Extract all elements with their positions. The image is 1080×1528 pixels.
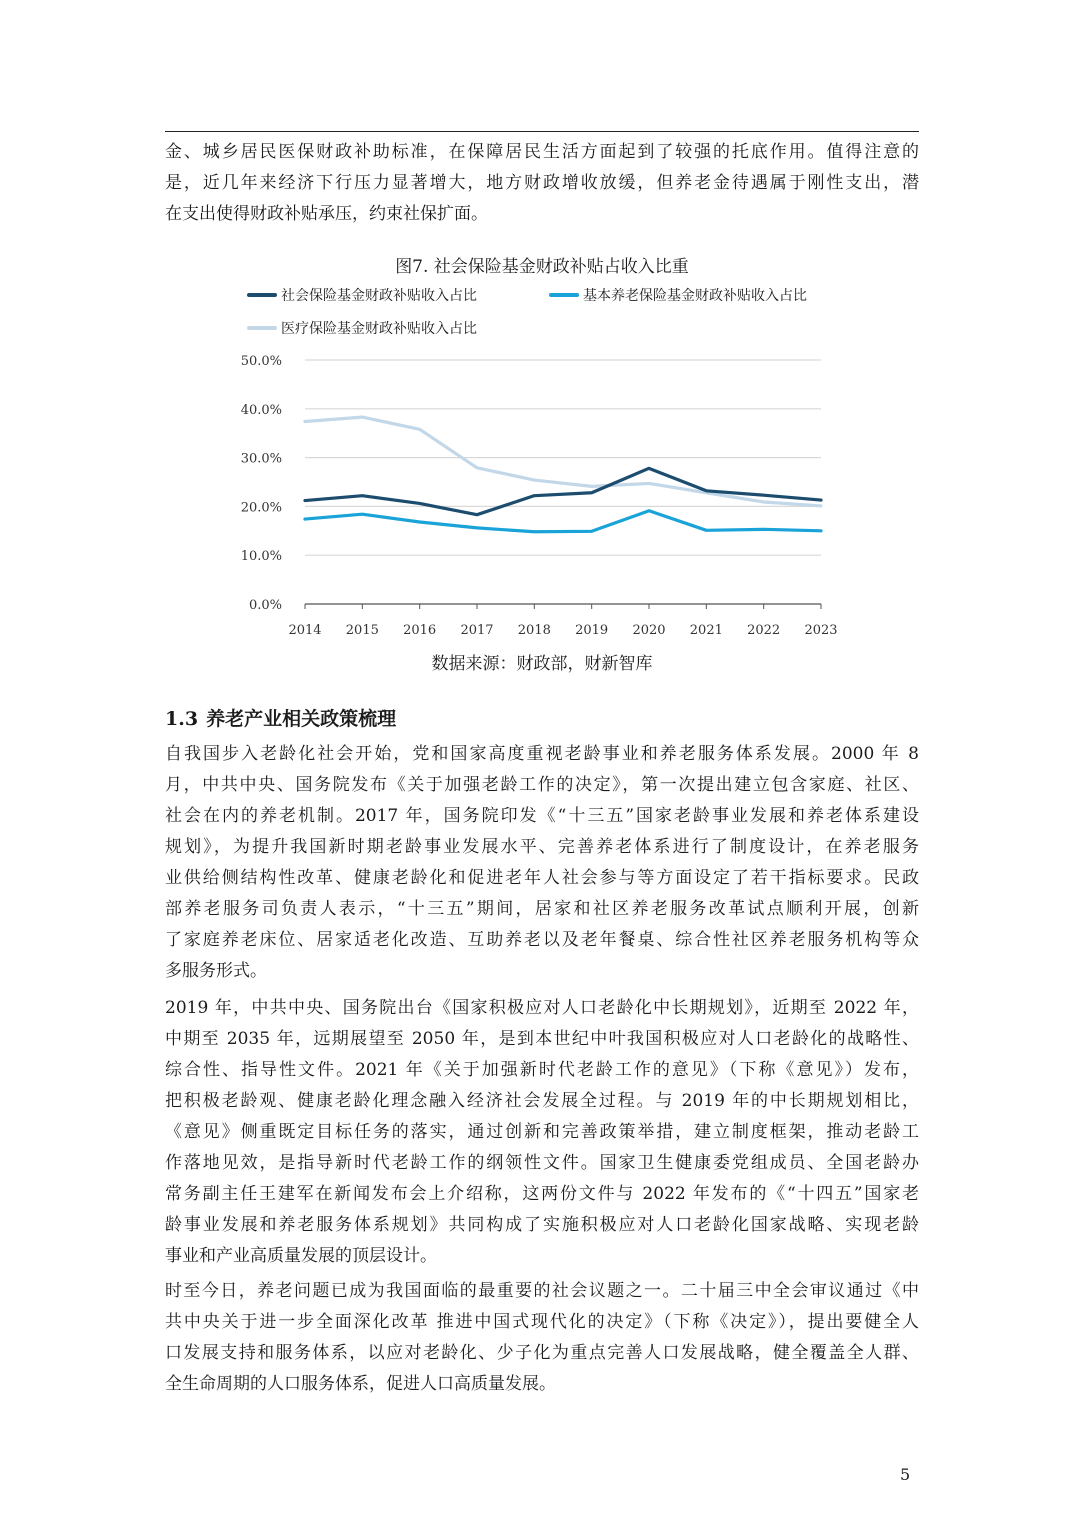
series-line-0 xyxy=(305,468,821,514)
x-tick-label: 2017 xyxy=(460,623,494,638)
text-line: 在支出使得财政补贴承压，约束社保扩面。 xyxy=(165,204,488,224)
text-line: 事业和产业高质量发展的顶层设计。 xyxy=(165,1246,437,1266)
text-line: 综合性、指导性文件。2021 年《关于加强新时代老龄工作的意见》（下称《意见》）发布， xyxy=(165,1060,919,1080)
header-rule xyxy=(165,131,919,132)
legend-swatch xyxy=(549,293,579,297)
x-tick-label: 2018 xyxy=(517,623,551,638)
text-line: 时至今日，养老问题已成为我国面临的最重要的社会议题之一。二十届三中全会审议通过《中 xyxy=(165,1281,919,1301)
page-number: 5 xyxy=(900,1465,911,1484)
legend-item-pension-insurance xyxy=(549,285,807,305)
paragraph-3 xyxy=(165,1276,919,1400)
x-tick-label: 2014 xyxy=(288,623,322,638)
legend-label: 医疗保险基金财政补贴收入占比 xyxy=(281,321,477,337)
text-line: 社会在内的养老机制。2017 年，国务院印发《“十三五”国家老龄事业发展和养老体系建设 xyxy=(165,806,919,826)
text-line: 部养老服务司负责人表示，“十三五”期间，居家和社区养老服务改革试点顺利开展，创新 xyxy=(165,899,919,919)
intro-paragraph xyxy=(165,137,919,230)
figure-caption: 图7. 社会保险基金财政补贴占收入比重 xyxy=(395,257,689,277)
legend-swatch xyxy=(247,293,277,297)
figure-source: 数据来源：财政部，财新智库 xyxy=(431,654,653,674)
paragraph-2 xyxy=(165,993,919,1272)
chart-gridlines xyxy=(305,360,821,555)
x-tick-label: 2020 xyxy=(632,623,666,638)
section-title: 养老产业相关政策梳理 xyxy=(206,708,397,730)
text-line: 口发展支持和服务体系，以应对老龄化、少子化为重点完善人口发展战略，健全覆盖全人群、 xyxy=(165,1343,919,1363)
text-line: 2019 年，中共中央、国务院出台《国家积极应对人口老龄化中长期规划》，近期至 2022 年， xyxy=(165,998,919,1018)
legend-item-social-insurance xyxy=(247,285,477,305)
text-line: 规划》，为提升我国新时期老龄事业发展水平、完善养老体系进行了制度设计，在养老服务 xyxy=(165,837,919,857)
text-line: 自我国步入老龄化社会开始，党和国家高度重视老龄事业和养老服务体系发展。2000 年 8 xyxy=(165,744,919,764)
y-tick-label: 40.0% xyxy=(240,402,282,418)
y-tick-label: 20.0% xyxy=(240,500,282,516)
section-number: 1.3 xyxy=(165,708,199,730)
text-line: 业供给侧结构性改革、健康老龄化和促进老年人社会参与等方面设定了若干指标要求。民政 xyxy=(165,868,919,888)
chart-series xyxy=(305,417,821,532)
text-line: 常务副主任王建军在新闻发布会上介绍称，这两份文件与 2022 年发布的《“十四五”国家老 xyxy=(165,1184,919,1204)
text-line: 共中央关于进一步全面深化改革 推进中国式现代化的决定》（下称《决定》），提出要健全人 xyxy=(165,1312,919,1332)
legend-label: 基本养老保险基金财政补贴收入占比 xyxy=(583,288,807,304)
x-tick-label: 2016 xyxy=(403,623,437,638)
y-tick-label: 30.0% xyxy=(240,451,282,467)
text-line: 了家庭养老床位、居家适老化改造、互助养老以及老年餐桌、综合性社区养老服务机构等众 xyxy=(165,930,919,950)
text-line: 全生命周期的人口服务体系，促进人口高质量发展。 xyxy=(165,1374,556,1394)
text-line: 《意见》侧重既定目标任务的落实，通过创新和完善政策举措，建立制度框架，推动老龄工 xyxy=(165,1122,919,1142)
text-line: 月，中共中央、国务院发布《关于加强老龄工作的决定》，第一次提出建立包含家庭、社区、 xyxy=(165,775,919,795)
text-line: 多服务形式。 xyxy=(165,961,267,981)
series-line-1 xyxy=(305,511,821,532)
legend-swatch xyxy=(247,326,277,330)
paragraph-1 xyxy=(165,739,919,987)
text-line: 金、城乡居民医保财政补助标准，在保障居民生活方面起到了较强的托底作用。值得注意的 xyxy=(165,142,919,162)
x-tick-label: 2015 xyxy=(345,623,379,638)
line-chart xyxy=(0,340,1080,670)
legend-item-medical-insurance xyxy=(247,318,477,338)
x-tick-label: 2022 xyxy=(747,623,781,638)
y-tick-label: 10.0% xyxy=(240,549,282,565)
text-line: 作落地见效，是指导新时代老龄工作的纲领性文件。国家卫生健康委党组成员、全国老龄办 xyxy=(165,1153,919,1173)
text-line: 是，近几年来经济下行压力显著增大，地方财政增收放缓，但养老金待遇属于刚性支出，潜 xyxy=(165,173,919,193)
x-tick-label: 2021 xyxy=(689,623,723,638)
x-tick-label: 2019 xyxy=(575,623,609,638)
text-line: 把积极老龄观、健康老龄化理念融入经济社会发展全过程。与 2019 年的中长期规划相比， xyxy=(165,1091,919,1111)
text-line: 龄事业发展和养老服务体系规划》共同构成了实施积极应对人口老龄化国家战略、实现老龄 xyxy=(165,1215,919,1235)
y-tick-label: 50.0% xyxy=(240,354,282,369)
legend-label: 社会保险基金财政补贴收入占比 xyxy=(281,288,477,304)
text-line: 中期至 2035 年，远期展望至 2050 年，是到本世纪中叶我国积极应对人口老龄化的战略性、 xyxy=(165,1029,919,1049)
section-heading xyxy=(165,704,404,731)
x-tick-label: 2023 xyxy=(804,623,838,638)
y-tick-label: 0.0% xyxy=(248,598,282,613)
